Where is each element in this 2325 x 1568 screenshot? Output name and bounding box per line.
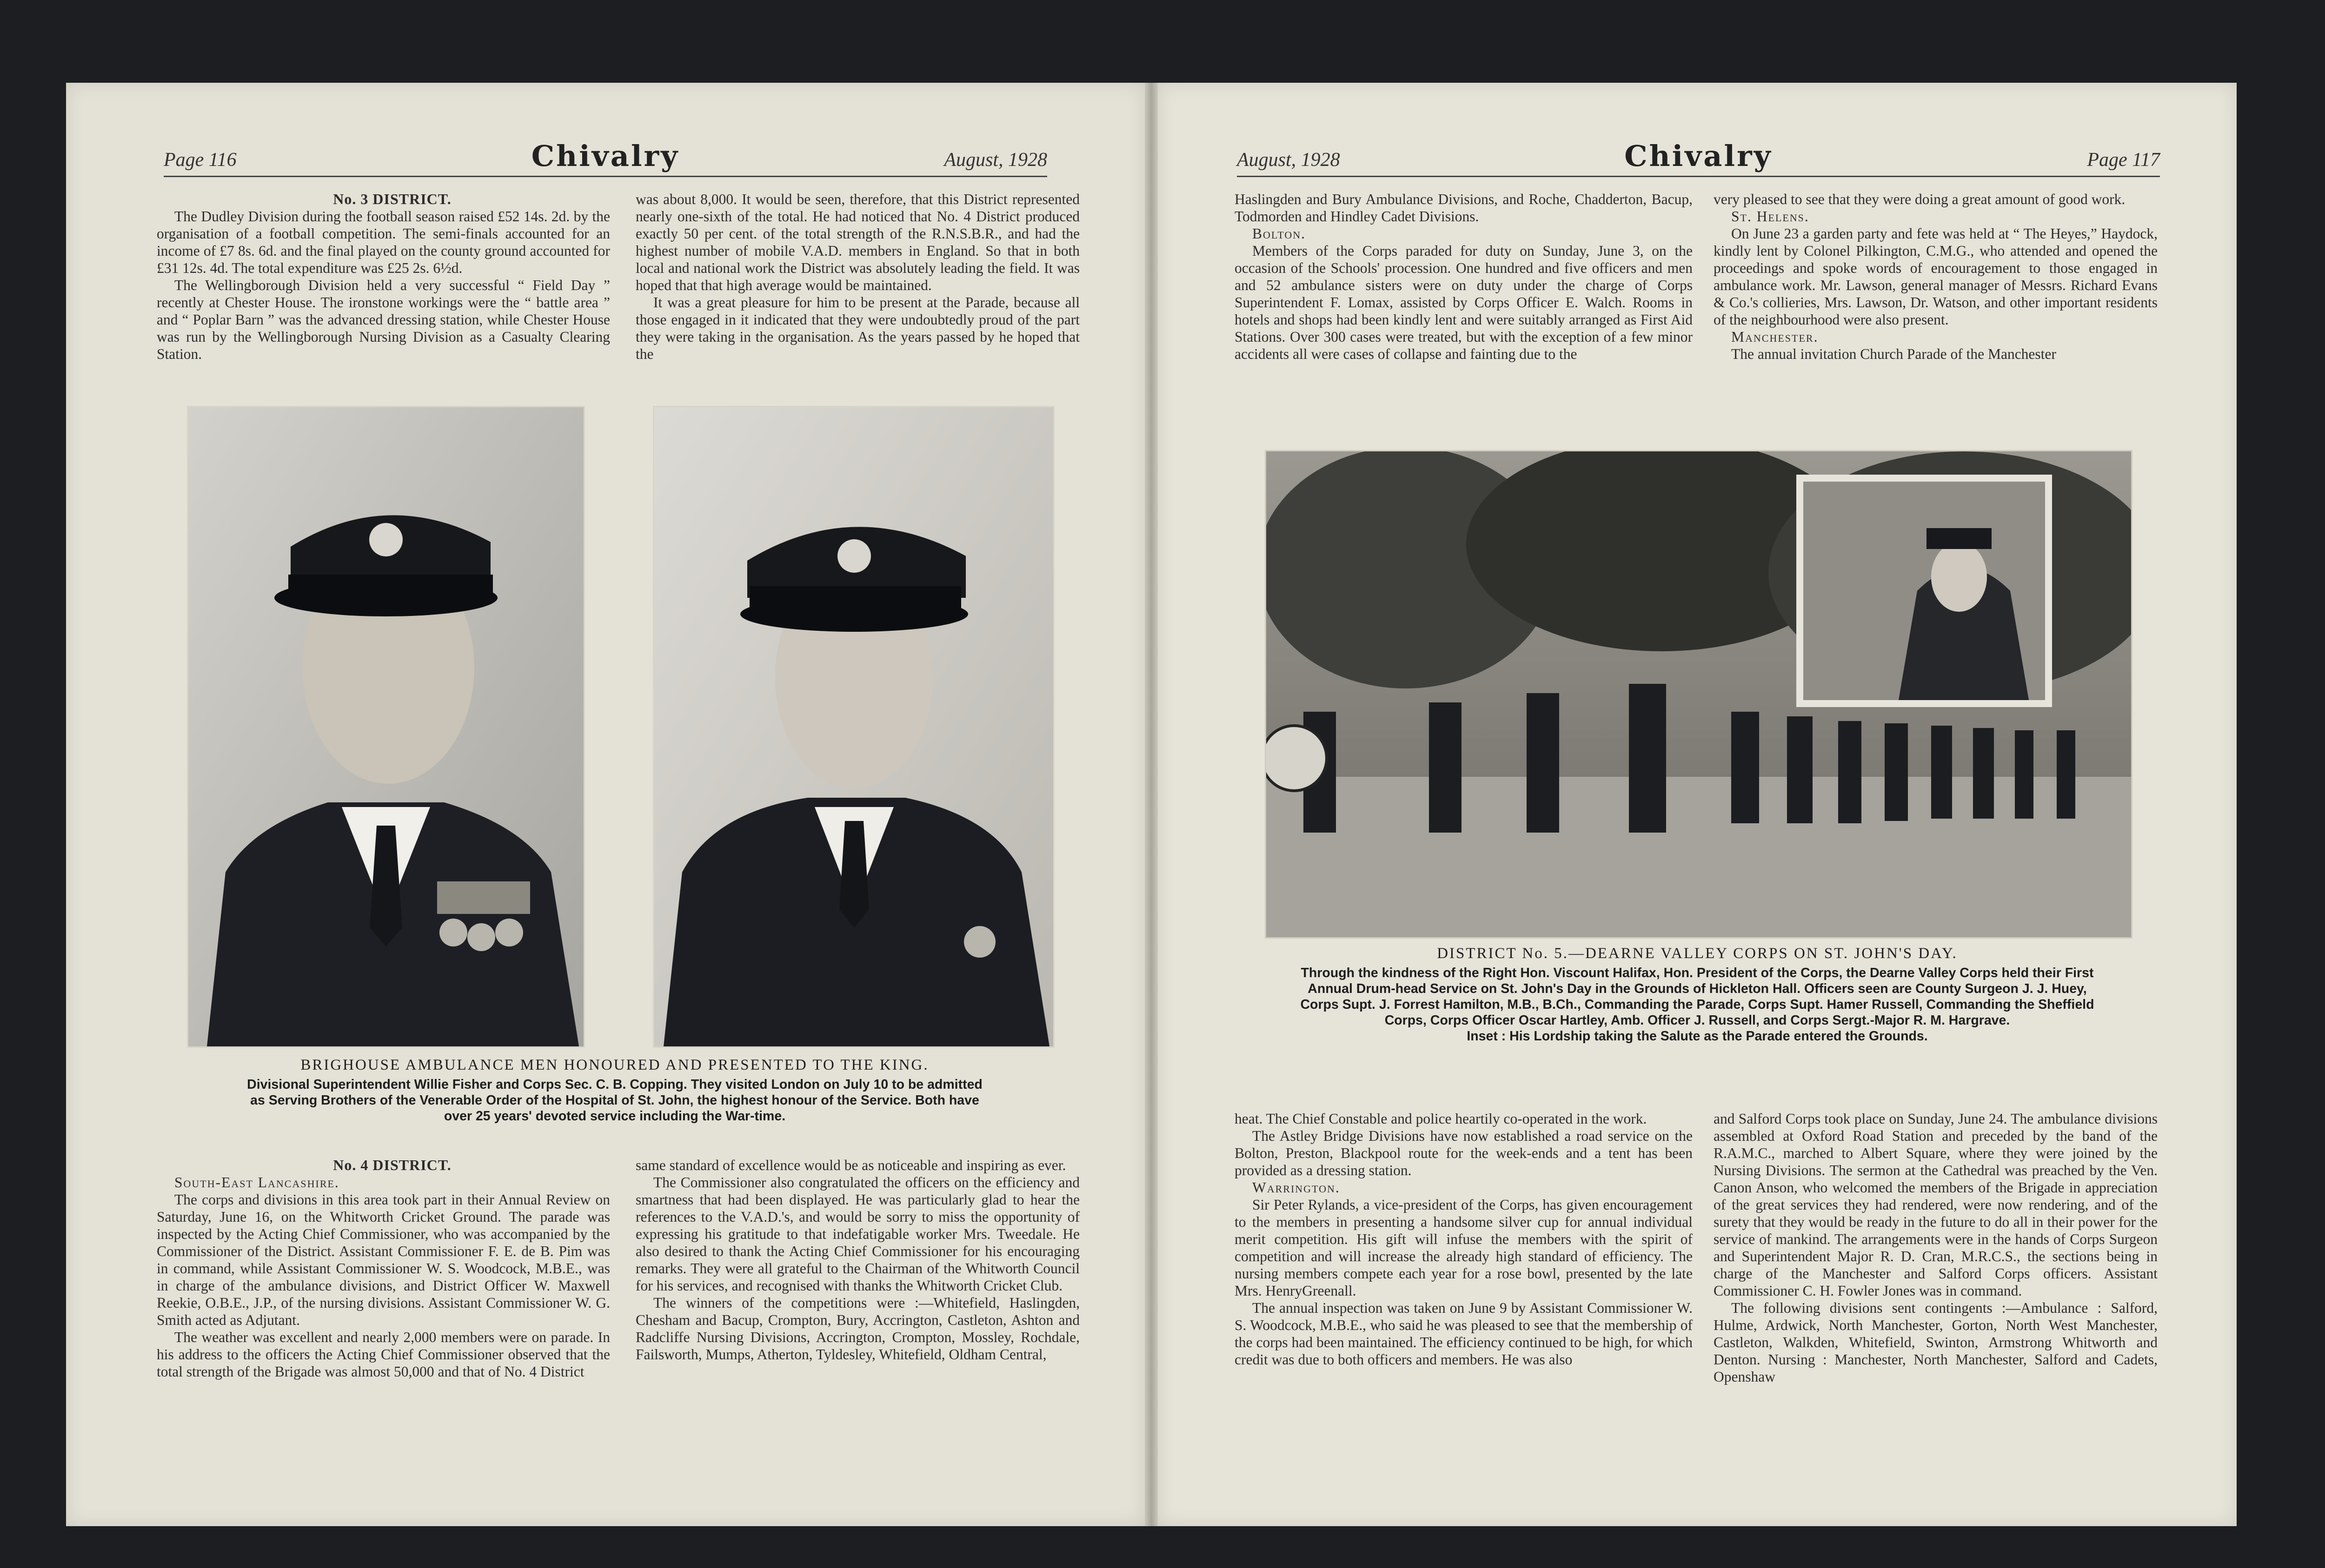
paragraph: The annual inspection was taken on June 9 by Assistant Commissioner W. S. Woodcock, M.B.E., who said he was pleased to see that the membership of the corps had been maintained. The efficiency continued to be high, for which credit was due to both officers and members. He was also <box>1235 1300 1693 1368</box>
paragraph: same standard of excellence would be as noticeable and inspiring as ever. <box>636 1157 1066 1173</box>
left-page-number: Page 116 <box>164 149 237 171</box>
right-col-2 <box>1714 191 2158 363</box>
subhead-bolton: Bolton. <box>1252 225 1306 242</box>
paragraph: The following divisions sent contingents :—Ambulance : Salford, Hulme, Ardwick, North Manchester, Gorton, North West Manchester, Castleton, Walkden, Whitefield, Swinton, Armstrong Whitworth and Denton. Nursing : Manchester, North Manchester, Salford and Cadets, Openshaw <box>1714 1300 2158 1385</box>
right-page-header <box>1237 134 2160 177</box>
paragraph: The corps and divisions in this area took part in their Annual Review on Saturday, June 16, on the Whitworth Cricket Ground. The parade was inspected by the Acting Chief Commissioner, who was accompanied by the Commissioner of the District. Assistant Commissioner F. E. de B. Pim was in command, while Assistant Commissioner W. S. Woodcock, M.B.E., was in charge of the ambulance divisions, and District Officer W. Maxwell Reekie, O.B.E., J.P., of the nursing divisions. Assistant Commissioner W. G. Smith acted as Adjutant. <box>157 1191 610 1328</box>
paragraph: Members of the Corps paraded for duty on Sunday, June 3, on the occasion of the Schools' procession. One hundred and five officers and men and 52 ambulance sisters were on duty under the charge of Corps Superintendent F. Lomax, assisted by Corps Officer E. Walch. Rooms in hotels and shops had been kindly lent and were suitably arranged as First Aid Stations. Over 300 cases were treated, but with the exception of a few minor accidents all were cases of collapse and fainting due to the <box>1235 243 1693 362</box>
subhead-south-east-lancashire: South-East Lancashire. <box>174 1174 339 1191</box>
left-caption-title: BRIGHOUSE AMBULANCE MEN HONOURED AND PRESENTED TO THE KING. <box>300 1057 929 1073</box>
portrait-photo-fisher <box>187 406 585 1048</box>
parade-photo <box>1265 450 2132 939</box>
paragraph: heat. The Chief Constable and police heartily co-operated in the work. <box>1235 1111 1647 1127</box>
paragraph: Sir Peter Rylands, a vice-president of the Corps, has given encouragement to the members in presenting a handsome silver cup for annual individual merit competition. His gift will infuse the members with the spirit of competition and will increase the already high standard of efficiency. The nursing members compete each year for a rose bowl, presented by the late Mrs. HenryGreenall. <box>1235 1197 1693 1299</box>
left-col-4 <box>636 1157 1080 1363</box>
right-caption-body: Through the kindness of the Right Hon. Viscount Halifax, Hon. President of the Corps, the Dearne Valley Corps held their First Annual Drum-head Service on St. John's Day in the Grounds of Hickleton Hall. Officers seen are County Surgeon J. J. Huey, Corps Supt. J. Forrest Hamilton, M.B., B.Ch., Commanding the Parade, Corps Supt. Hamer Russell, Commanding the Sheffield Corps, Corps Officer Oscar Hartley, Amb. Officer J. Russell, and Corps Sergt.-Major R. M. Hargrave. <box>1300 966 2094 1028</box>
section-heading-no3: No. 3 DISTRICT. <box>333 191 452 207</box>
subhead-st-helens: St. Helens. <box>1731 208 1809 225</box>
right-caption-inset: Inset : His Lordship taking the Salute as the Parade entered the Grounds. <box>1467 1029 1928 1044</box>
section-heading-no4: No. 4 DISTRICT. <box>333 1157 452 1173</box>
paragraph: Haslingden and Bury Ambulance Divisions, and Roche, Chadderton, Bacup, Todmorden and Hindley Cadet Divisions. <box>1235 191 1693 225</box>
right-col-3 <box>1235 1110 1693 1368</box>
left-col-3 <box>157 1157 610 1380</box>
left-col-2 <box>636 191 1080 363</box>
paragraph: The Dudley Division during the football season raised £52 14s. 2d. by the organisation of a football competition. The semi-finals accounted for an income of £7 8s. 6d. and the final played on the county ground accounted for £31 12s. 4d. The total expenditure was £25 2s. 6½d. <box>157 208 610 276</box>
paragraph: and Salford Corps took place on Sunday, June 24. The ambulance divisions assembled at Oxford Road Station and preceded by the band of the R.A.M.C., marched to Albert Square, where they were joined by the Nursing Divisions. The sermon at the Cathedral was preached by the Ven. Canon Anson, who welcomed the members of the Brigade in appreciation of the great services they had rendered, were now rendering, and of the surety that they would be ready in the future to do all in their power for the service of mankind. The arrangements were in the hands of Corps Surgeon and Superintendent Major R. D. Cran, M.R.C.S., the sections being in charge of the Manchester and Salford Corps officers. Assistant Commissioner C. H. Fowler Jones was in command. <box>1714 1111 2158 1299</box>
subhead-manchester: Manchester. <box>1731 329 1819 345</box>
left-col-1 <box>157 191 610 363</box>
right-page-number: Page 117 <box>2087 149 2160 171</box>
left-page-date: August, 1928 <box>944 149 1047 171</box>
portrait-illustration <box>654 407 1053 1046</box>
subhead-warrington: Warrington. <box>1252 1179 1340 1196</box>
book-spine <box>1145 83 1158 1526</box>
left-photo-caption <box>173 1057 1056 1124</box>
paragraph: On June 23 a garden party and fete was held at “ The Heyes,” Haydock, kindly lent by Colonel Pilkington, C.M.G., who attended and opened the proceedings and spoke words of encouragement to those engaged in ambulance work. Mr. Lawson, general manager of Messrs. Richard Evans & Co.'s collieries, Mrs. Lawson, Dr. Watson, and other important residents of the neighbourhood were also present. <box>1714 225 2158 328</box>
right-page-date: August, 1928 <box>1237 149 1340 171</box>
right-col-1 <box>1235 191 1693 363</box>
portrait-photo-copping <box>653 406 1055 1048</box>
paragraph: The Astley Bridge Divisions have now established a road service on the Bolton, Preston, Blackpool route for the week-ends and a tent has been provided as a dressing station. <box>1235 1128 1693 1178</box>
right-page <box>1158 83 2237 1526</box>
left-page-masthead: Chivalry <box>531 139 680 173</box>
parade-illustration <box>1266 451 2131 937</box>
paragraph: was about 8,000. It would be seen, therefore, that this District represented nearly one-sixth of the total. He had noticed that No. 4 District produced exactly 50 per cent. of the total strength of the R.N.S.B.R., and had the highest number of mobile V.A.D. members in England. So that in both local and national work the District was absolutely leading the field. It was hoped that that high average would be maintained. <box>636 191 1080 293</box>
paragraph: The winners of the competitions were :—Whitefield, Haslingden, Chesham and Bacup, Crompton, Bury, Accrington, Castleton, Ashton and Radcliffe Nursing Divisions, Accrington, Crompton, Mossley, Rochdale, Failsworth, Mumps, Atherton, Tyldesley, Whitefield, Oldham Central, <box>636 1295 1080 1363</box>
right-page-masthead: Chivalry <box>1624 139 1773 173</box>
paragraph: The annual invitation Church Parade of the Manchester <box>1731 346 2056 362</box>
paragraph: The weather was excellent and nearly 2,000 members were on parade. In his address to the officers the Acting Chief Commissioner observed that the total strength of the Brigade was almost 50,000 and that of No. 4 District <box>157 1329 610 1380</box>
left-caption-body: Divisional Superintendent Willie Fisher and Corps Sec. C. B. Copping. They visited London on July 10 to be admitted as Serving Brothers of the Venerable Order of the Hospital of St. John, the highest honour of the Service. Both have over 25 years' devoted service including the War-time. <box>247 1077 983 1124</box>
paragraph: very pleased to see that they were doing a great amount of good work. <box>1714 191 2126 207</box>
paragraph: The Wellingborough Division held a very successful “ Field Day ” recently at Chester House. The ironstone workings were the “ battle area ” and “ Poplar Barn ” was the advanced dressing station, while Chester House was run by the Wellingborough Nursing Division as a Casualty Clearing Station. <box>157 277 610 362</box>
paragraph: It was a great pleasure for him to be present at the Parade, because all those engaged in it indicated that they were undoubtedly proud of the part they were taking in the organisation. As the years passed by he hoped that the <box>636 294 1080 362</box>
left-page <box>66 83 1145 1526</box>
right-caption-title: DISTRICT No. 5.—DEARNE VALLEY CORPS ON ST. JOHN'S DAY. <box>1437 945 1958 962</box>
paragraph: The Commissioner also congratulated the officers on the efficiency and smartness that had been displayed. He was particularly glad to hear the references to the V.A.D.'s, and would be sorry to miss the opportunity of expressing his gratitude to that indefatigable worker Mrs. Tweedale. He also desired to thank the Acting Chief Commissioner for his encouraging remarks. They were all grateful to the Chairman of the Whitworth Council for his services, and recognised with thanks the Whitworth Cricket Club. <box>636 1174 1080 1294</box>
portrait-illustration <box>188 407 584 1046</box>
left-page-header <box>164 134 1047 177</box>
right-photo-caption <box>1237 945 2158 1044</box>
right-col-4 <box>1714 1110 2158 1385</box>
